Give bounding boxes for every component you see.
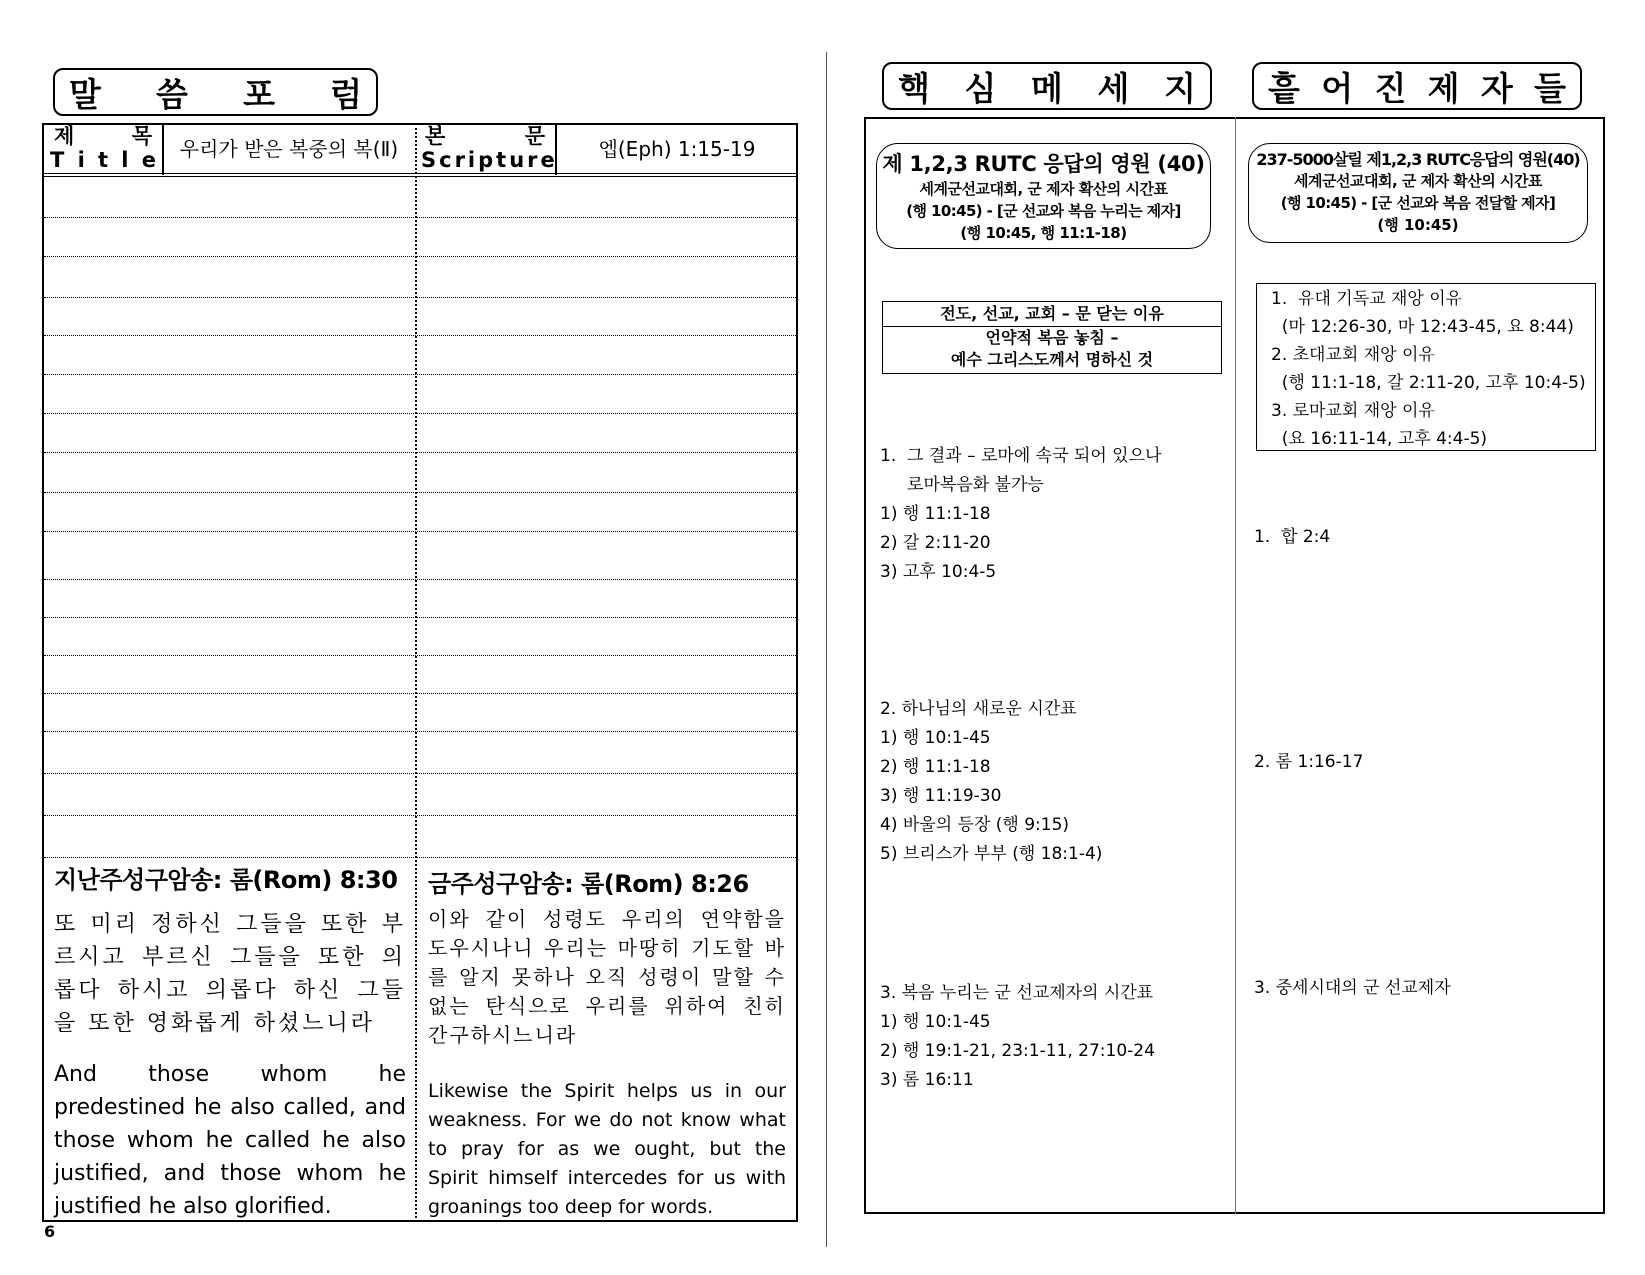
disaster-reasons-box [1256,283,1596,451]
scripture-label-char: 본 [425,124,446,148]
scripture-label-en: Scripture [421,148,558,172]
list-item: 2) 행 19:1-21, 23:1-11, 27:10-24 [880,1041,1155,1061]
list-item: 5) 브리스가 부부 (행 18:1-4) [880,844,1103,864]
scripture-reference: 엡(Eph) 1:15-19 [598,137,756,161]
note-line [44,374,796,375]
header-word-forum [53,68,378,116]
title-label-char: 제 [54,124,75,148]
note-line [44,579,796,580]
section-2-list [880,695,1102,869]
disciples-title: 237-5000살릴 제1,2,3 RUTC응답의 영원(40) [1256,150,1580,169]
note-line [44,857,796,858]
note-line [44,335,796,336]
header-word-core-message [882,62,1212,110]
list-item: (마 12:26-30, 마 12:43-45, 요 8:44) [1271,317,1574,337]
core-message-title: 제 1,2,3 RUTC 응답의 영원 (40) [882,152,1205,176]
list-item: 4) 바울의 등장 (행 9:15) [880,815,1070,835]
list-item: 로마복음화 불가능 [880,475,1044,495]
title-label-char: 목 [131,124,152,148]
last-week-verse-korean: 또 미리 정하신 그들을 또한 부르시고 부르신 그들을 또한 의롭다 하시고 의롭다 하신 그들을 또한 영화롭게 하셨느니라 [54,912,406,1036]
page-number: 6 [44,1222,56,1241]
scripture-label [419,124,558,174]
list-item: 1. 그 결과 – 로마에 속국 되어 있으나 [880,446,1162,466]
note-line [44,413,796,414]
section-1-list [880,442,1161,587]
list-item: 3) 롬 16:11 [880,1070,974,1090]
header-char: 진 [1374,68,1407,108]
this-week-verse-heading: 금주성구암송: 롬(Rom) 8:26 [428,870,749,898]
list-item: (행 11:1-18, 갈 2:11-20, 고후 10:4-5) [1271,373,1586,393]
list-item: (요 16:11-14, 고후 4:4-5) [1271,429,1488,449]
list-item: 1) 행 11:1-18 [880,504,991,524]
list-item: 2) 갈 2:11-20 [880,533,991,553]
reason-box [882,301,1222,374]
sermon-title: 우리가 받은 복중의 복(Ⅱ) [179,137,399,161]
header-word-scattered-disciples [1252,62,1582,110]
title-label-char: e [141,148,156,172]
list-item: 2) 행 11:1-18 [880,757,991,777]
this-week-verse-korean: 이와 같이 성령도 우리의 연약함을 도우시나니 우리는 마땅히 기도할 바를 알지 못하나 오직 성령이 말할 수 없는 탄식으로 우리를 위하여 친히 간구하시느니라 [428,907,786,1047]
note-line [44,531,796,532]
core-message-subtitle: (행 10:45, 행 11:1-18) [960,224,1127,242]
header-char: 자 [1480,68,1513,108]
note-line [44,655,796,656]
header-char: 어 [1321,68,1354,108]
core-message-subtitle: 세계군선교대회, 군 제자 확산의 시간표 [919,180,1168,198]
note-line [44,452,796,453]
header-char: 말 [69,74,101,114]
note-line [44,217,796,218]
list-item: 3) 고후 10:4-5 [880,562,997,582]
reason-box-row: 언약적 복음 놓침 – [985,328,1119,347]
header-char: 포 [243,74,275,114]
reason-box-row: 예수 그리스도께서 명하신 것 [950,350,1154,369]
title-label [48,124,158,174]
list-item: 1) 행 10:1-45 [880,728,991,748]
scripture-label-char: 문 [524,124,545,148]
title-label-char: i [77,148,85,172]
disciples-subtitle: (행 10:45) [1377,216,1459,234]
disciples-item-3: 3. 중세시대의 군 선교제자 [1254,978,1451,998]
core-message-subtitle: (행 10:45) - [군 선교와 복음 누리는 제자] [906,202,1181,220]
section-3-list [880,979,1155,1095]
title-label-char: T [50,148,65,172]
list-item: 3. 로마교회 재앙 이유 [1271,401,1435,421]
last-week-verse-heading: 지난주성구암송: 롬(Rom) 8:30 [54,866,398,894]
note-line [44,297,796,298]
list-item: 2. 하나님의 새로운 시간표 [880,699,1077,719]
reason-box-row: 전도, 선교, 교회 – 문 닫는 이유 [883,302,1221,327]
note-line [44,815,796,816]
note-line [44,693,796,694]
header-char: 핵 [898,68,930,108]
note-line [44,773,796,774]
header-char: 메 [1031,68,1063,108]
disciples-title-box [1248,143,1588,243]
list-item: 3. 복음 누리는 군 선교제자의 시간표 [880,983,1154,1003]
page-divider [826,52,827,1247]
last-week-verse-english: And those whom he predestined he also called, and those whom he called he also justified, and those whom he justified he also glorified. [54,1062,406,1219]
message-column-divider [1235,117,1236,1214]
header-char: 럼 [330,74,362,114]
note-line [44,617,796,618]
title-label-char: l [121,148,129,172]
header-char: 흩 [1268,68,1300,108]
disciples-item-1: 1. 합 2:4 [1254,527,1331,547]
disciples-subtitle: (행 10:45) - [군 선교와 복음 전달할 제자] [1280,194,1556,212]
header-char: 제 [1427,68,1460,108]
note-line [44,731,796,732]
list-item: 3) 행 11:19-30 [880,786,1002,806]
header-char: 세 [1097,68,1130,108]
this-week-verse-english: Likewise the Spirit helps us in our weakness. For we do not know what to pray for as we ought, but the Spirit himself intercedes for us with groanings too deep for words. [428,1080,786,1218]
list-item: 1. 유대 기독교 재앙 이유 [1271,289,1463,309]
header-char: 지 [1164,68,1196,108]
header-char: 심 [964,68,997,108]
title-label-char: t [98,148,109,172]
list-item: 2. 초대교회 재앙 이유 [1271,345,1435,365]
disciples-item-2: 2. 롬 1:16-17 [1254,752,1364,772]
note-line [44,492,796,493]
core-message-title-box [876,143,1211,249]
header-char: 들 [1534,68,1566,108]
note-line [44,256,796,257]
header-char: 씀 [156,74,188,114]
list-item: 1) 행 10:1-45 [880,1012,991,1032]
disciples-subtitle: 세계군선교대회, 군 제자 확산의 시간표 [1294,172,1542,190]
